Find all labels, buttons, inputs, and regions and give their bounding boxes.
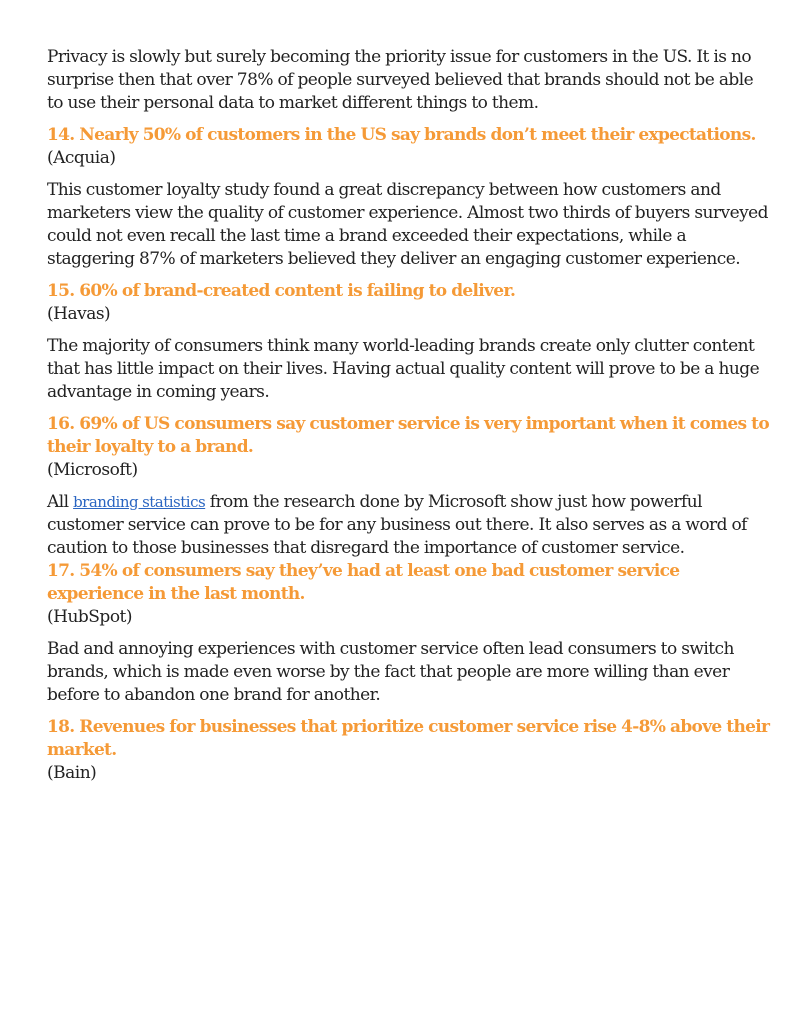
stat-17-heading: 17. 54% of consumers say they’ve had at least one bad customer service experience in the last month.: [47, 561, 680, 604]
stat-14-source: (Acquia): [47, 148, 116, 168]
stat-16-body-suffix: from the research done by Microsoft show just how powerful customer service can prove to be for any business out there. It also serves as a word of caution to those businesses that disregard the importance of customer service.: [47, 492, 747, 558]
stat-16-body-prefix: All: [47, 492, 74, 512]
stat-15-body: The majority of consumers think many world-leading brands create only clutter content that has little impact on their lives. Having actual quality content will prove to be a huge advantage in coming years.: [47, 336, 760, 402]
stat-16-body: [47, 491, 772, 560]
intro-paragraph: Privacy is slowly but surely becoming the priority issue for customers in the US. It is no surprise then that over 78% of people surveyed believed that brands should not be able to use their personal data to market different things to them.: [47, 47, 754, 113]
stat-16-heading: 16. 69% of US consumers say customer service is very important when it comes to their loyalty to a brand.: [47, 414, 769, 457]
stat-15-heading: 15. 60% of brand-created content is failing to deliver.: [47, 281, 516, 301]
stat-15-source: (Havas): [47, 304, 111, 324]
stat-18-heading: 18. Revenues for businesses that prioritize customer service rise 4-8% above their market.: [47, 717, 770, 760]
stat-18-source: (Bain): [47, 763, 97, 783]
stat-14-heading: 14. Nearly 50% of customers in the US say brands don’t meet their expectations.: [47, 125, 756, 145]
stat-17-body: Bad and annoying experiences with customer service often lead consumers to switch brands, which is made even worse by the fact that people are more willing than ever before to abandon one brand for another.: [47, 639, 734, 705]
branding-statistics-link[interactable]: branding statistics: [73, 493, 206, 511]
stat-14-body: This customer loyalty study found a great discrepancy between how customers and marketers view the quality of customer experience. Almost two thirds of buyers surveyed could not even recall the last time a brand exceeded their expectations, while a staggering 87% of marketers believed they deliver an engaging customer experience.: [47, 180, 768, 269]
stat-17-source: (HubSpot): [47, 607, 133, 627]
stat-16-source: (Microsoft): [47, 460, 138, 480]
